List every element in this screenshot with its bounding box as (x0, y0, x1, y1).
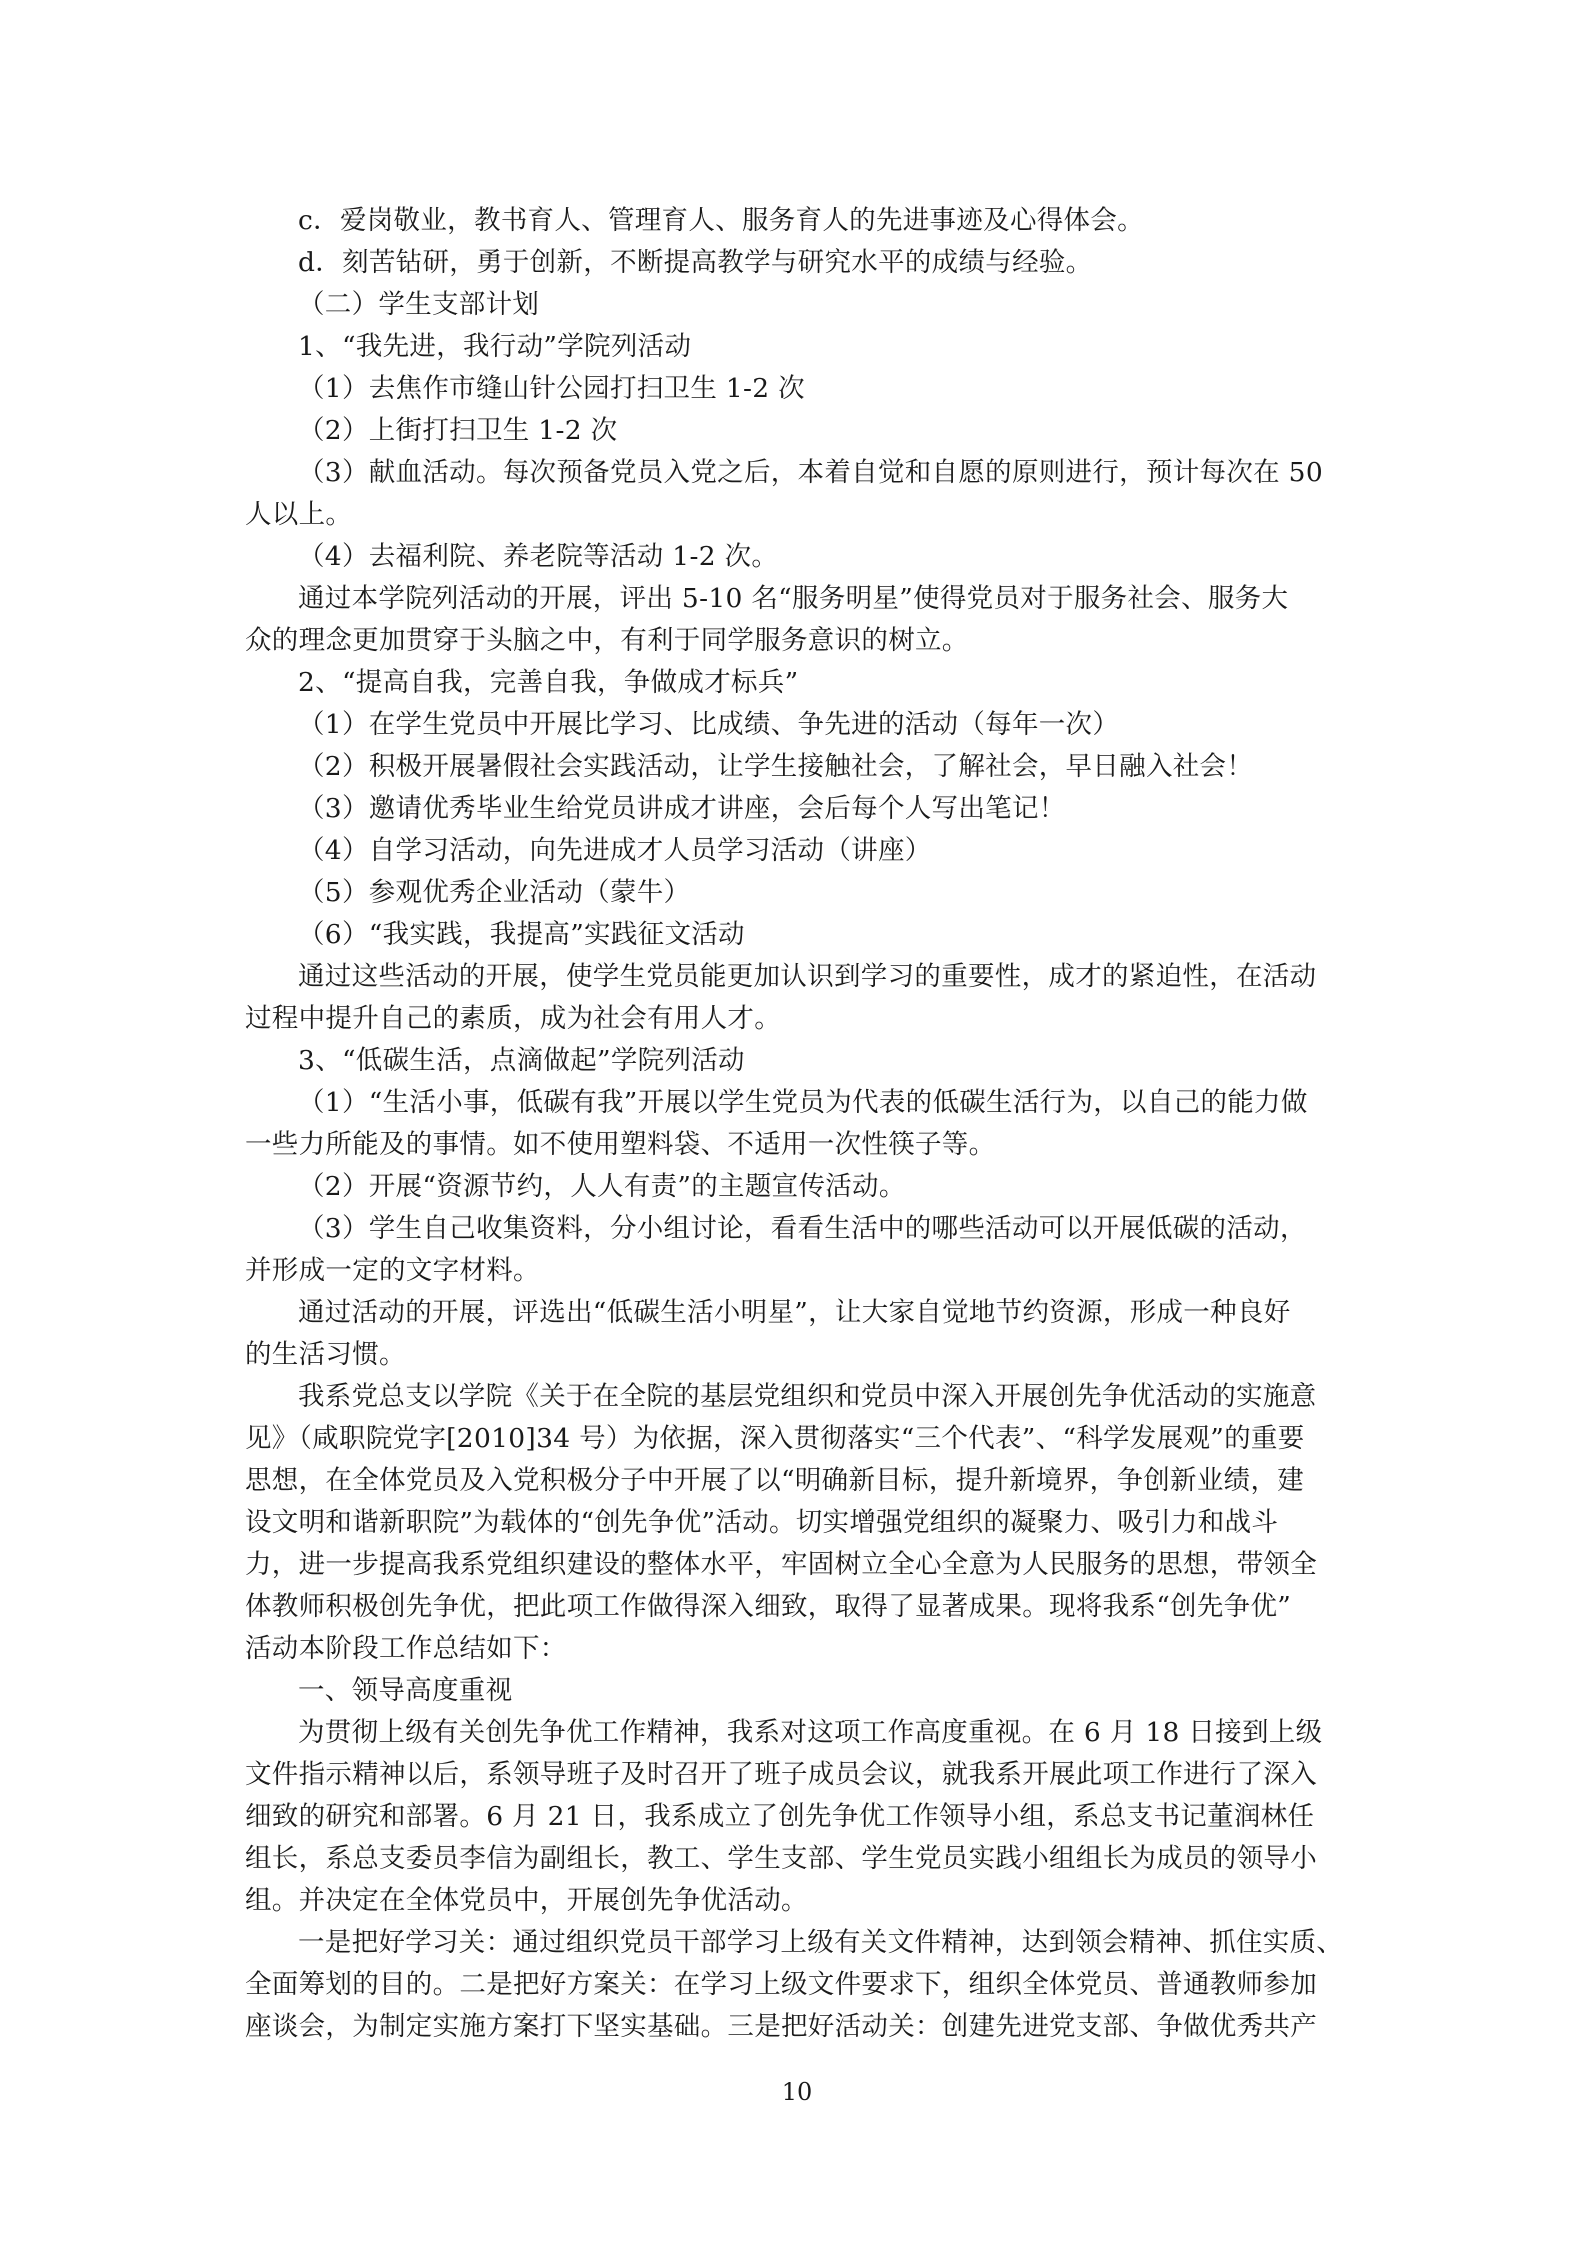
text-line: （4）去福利院、养老院等活动 1-2 次。 (298, 541, 779, 572)
text-line: （2）积极开展暑假社会实践活动，让学生接触社会，了解社会，早日融入社会！ (298, 751, 1254, 782)
text-line: （1）去焦作市缝山针公园打扫卫生 1-2 次 (298, 373, 805, 404)
text-line: 我系党总支以学院《关于在全院的基层党组织和党员中深入开展创先争优活动的实施意 (298, 1381, 1317, 1412)
text-line: 座谈会，为制定实施方案打下坚实基础。三是把好活动关：创建先进党支部、争做优秀共产 (245, 2011, 1317, 2042)
text-line: 的生活习惯。 (245, 1339, 406, 1370)
text-line: 3、“低碳生活，点滴做起”学院列活动 (298, 1045, 745, 1076)
text-line: （二）学生支部计划 (298, 289, 540, 320)
text-line: （5）参观优秀企业活动（蒙牛） (298, 877, 691, 908)
text-line: 人以上。 (245, 499, 353, 530)
text-line: 力，进一步提高我系党组织建设的整体水平，牢固树立全心全意为人民服务的思想，带领全 (245, 1549, 1317, 1580)
text-line: 为贯彻上级有关创先争优工作精神，我系对这项工作高度重视。在 6 月 18 日接到上级 (298, 1717, 1323, 1748)
text-line: c．爱岗敬业，教书育人、管理育人、服务育人的先进事迹及心得体会。 (298, 205, 1144, 236)
text-line: 活动本阶段工作总结如下： (245, 1633, 567, 1664)
text-line: （3）献血活动。每次预备党员入党之后，本着自觉和自愿的原则进行，预计每次在 50 (298, 457, 1324, 488)
text-line: 体教师积极创先争优，把此项工作做得深入细致，取得了显著成果。现将我系“创先争优” (245, 1591, 1292, 1622)
text-line: 设文明和谐新职院”为载体的“创先争优”活动。切实增强党组织的凝聚力、吸引力和战斗 (245, 1507, 1279, 1538)
text-line: （1）在学生党员中开展比学习、比成绩、争先进的活动（每年一次） (298, 709, 1120, 740)
text-line: 并形成一定的文字材料。 (245, 1255, 540, 1286)
text-line: 组长，系总支委员李信为副组长，教工、学生支部、学生党员实践小组组长为成员的领导小 (245, 1843, 1317, 1874)
text-line: d．刻苦钻研，勇于创新，不断提高教学与研究水平的成绩与经验。 (298, 247, 1093, 278)
text-line: 细致的研究和部署。6 月 21 日，我系成立了创先争优工作领导小组，系总支书记董润林任 (245, 1801, 1315, 1832)
text-line: 通过活动的开展，评选出“低碳生活小明星”，让大家自觉地节约资源，形成一种良好 (298, 1297, 1291, 1328)
text-line: （2）开展“资源节约，人人有责”的主题宣传活动。 (298, 1171, 906, 1202)
text-line: 通过这些活动的开展，使学生党员能更加认识到学习的重要性，成才的紧迫性，在活动 (298, 961, 1317, 992)
text-line: 众的理念更加贯穿于头脑之中，有利于同学服务意识的树立。 (245, 625, 969, 656)
text-line: （4）自学习活动，向先进成才人员学习活动（讲座） (298, 835, 932, 866)
text-line: （1）“生活小事，低碳有我”开展以学生党员为代表的低碳生活行为，以自己的能力做 (298, 1087, 1308, 1118)
text-line: 2、“提高自我，完善自我，争做成才标兵” (298, 667, 799, 698)
text-line: 通过本学院列活动的开展，评出 5-10 名“服务明星”使得党员对于服务社会、服务大 (298, 583, 1289, 614)
text-line: （2）上街打扫卫生 1-2 次 (298, 415, 618, 446)
document-body (245, 200, 1367, 2048)
text-line: 文件指示精神以后，系领导班子及时召开了班子成员会议，就我系开展此项工作进行了深入 (245, 1759, 1317, 1790)
text-line: 过程中提升自己的素质，成为社会有用人才。 (245, 1003, 781, 1034)
text-line: 组。并决定在全体党员中，开展创先争优活动。 (245, 1885, 808, 1916)
text-line: 一些力所能及的事情。如不使用塑料袋、不适用一次性筷子等。 (245, 1129, 996, 1160)
text-line: （6）“我实践，我提高”实践征文活动 (298, 919, 745, 950)
text-line: 一、领导高度重视 (298, 1675, 513, 1706)
text-line: 一是把好学习关：通过组织党员干部学习上级有关文件精神，达到领会精神、抓住实质、 (298, 1927, 1344, 1958)
text-line: 全面筹划的目的。二是把好方案关：在学习上级文件要求下，组织全体党员、普通教师参加 (245, 1969, 1317, 2000)
text-line: （3）邀请优秀毕业生给党员讲成才讲座，会后每个人写出笔记！ (298, 793, 1066, 824)
text-line: 1、“我先进，我行动”学院列活动 (298, 331, 692, 362)
text-line: 见》（咸职院党字[2010]34 号）为依据，深入贯彻落实“三个代表”、“科学发展观”的重要 (245, 1423, 1305, 1454)
text-line: 思想，在全体党员及入党积极分子中开展了以“明确新目标，提升新境界，争创新业绩，建 (245, 1465, 1305, 1496)
page-number: 10 (781, 2078, 813, 2106)
text-line: （3）学生自己收集资料，分小组讨论，看看生活中的哪些活动可以开展低碳的活动， (298, 1213, 1307, 1244)
